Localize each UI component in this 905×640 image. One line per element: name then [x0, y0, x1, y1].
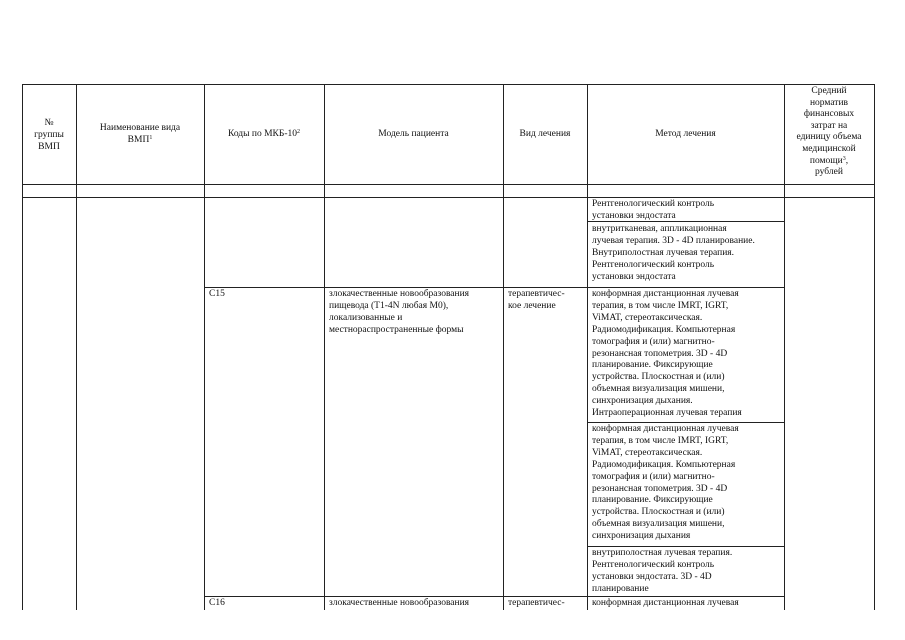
cell-line: терапевтичес-: [508, 289, 565, 299]
cell-line: Радиомодификация. Компьютерная: [592, 324, 736, 335]
cell-line: пищевода (T1-4N любая M0),: [329, 300, 449, 311]
header-col-model: Модель пациента: [378, 129, 449, 139]
header-col-type: Вид лечения: [519, 129, 571, 139]
spacer-row-border: [22, 197, 874, 198]
col-border: [587, 84, 588, 610]
cell-line: терапевтичес-: [508, 598, 565, 608]
footnote-mark: 2: [297, 129, 301, 135]
method-cell: [592, 548, 732, 596]
header-text: Средний: [811, 86, 847, 96]
cell-line: установки эндостата. 3D - 4D: [592, 571, 712, 582]
header-col-method: Метод лечения: [655, 129, 716, 139]
method-row-border: [587, 546, 784, 547]
footnote-mark: 3: [842, 155, 846, 162]
cell-line: синхронизация дыхания: [592, 531, 691, 542]
model-cell: [329, 289, 469, 337]
cell-line: Рентгенологический контроль: [592, 559, 715, 570]
header-col-no: [22, 118, 76, 154]
header-text: Коды по МКБ-10: [227, 129, 298, 139]
c16-row-border: [204, 596, 784, 597]
header-text: ,: [845, 155, 849, 166]
code-cell: C15: [209, 289, 225, 299]
cell-line: объемная визуализация мишени,: [592, 519, 725, 530]
cell-line: резонансная топометрия. 3D - 4D: [592, 348, 728, 359]
method-cell: [592, 598, 739, 610]
method-row-border: [587, 422, 784, 423]
col-border: [324, 84, 325, 610]
header-text: медицинской: [802, 143, 856, 154]
cell-line: установки эндостата: [592, 271, 676, 282]
header-text: единицу объема: [796, 132, 862, 143]
method-cell: [592, 424, 739, 543]
cell-line: местнораспространенные формы: [329, 324, 464, 335]
cell-line: установки эндостата: [592, 210, 676, 221]
header-text: ВМП: [38, 141, 60, 152]
cell-line: Рентгенологический контроль: [592, 259, 715, 270]
col-border: [76, 84, 77, 610]
header-text: ВМП: [127, 134, 150, 145]
cell-line: злокачественные новообразования: [329, 289, 470, 299]
type-cell: [508, 598, 565, 610]
header-text: помощи: [809, 155, 843, 166]
cell-line: внутритканевая, аппликационная: [592, 224, 727, 234]
c15-row-border: [204, 287, 784, 288]
model-cell: [329, 598, 469, 610]
col-border: [204, 84, 205, 610]
header-col-codes: [204, 129, 324, 141]
table-top-border: [22, 84, 874, 85]
header-text: группы: [34, 129, 64, 140]
header-col-name: [76, 123, 204, 147]
cell-line: терапия, в том числе IMRT, IGRT,: [592, 435, 729, 446]
cell-line: ViMAT, стереотаксическая.: [592, 312, 703, 323]
page-bottom-margin: [0, 610, 905, 640]
header-bottom-border: [22, 184, 874, 185]
header-text: финансовых: [803, 109, 855, 120]
cell-line: конформная дистанционная лучевая: [592, 424, 739, 434]
cell-line: Рентгенологический контроль: [592, 199, 715, 209]
header-text: затрат на: [810, 120, 848, 131]
cell-line: Внутриполостная лучевая терапия.: [592, 247, 735, 258]
method-cell: [592, 224, 755, 284]
cell-line: Радиомодификация. Компьютерная: [592, 459, 736, 470]
cell-line: Интраоперационная лучевая терапия: [592, 408, 742, 419]
cell-line: планирование. Фиксирующие: [592, 495, 713, 506]
col-border: [22, 84, 23, 610]
cell-line: кое лечение: [508, 300, 556, 311]
header-text: норматив: [809, 97, 849, 108]
header-text: Наименование вида: [99, 123, 181, 133]
cell-line: локализованные и: [329, 312, 403, 323]
type-cell: [508, 289, 565, 313]
header-col-cost: [784, 86, 874, 179]
col-border: [503, 84, 504, 610]
method-cell: [592, 289, 742, 420]
cell-line: устройства. Плоскостная и (или): [592, 372, 725, 383]
header-text: №: [44, 118, 54, 128]
cell-line: терапия, в том числе IMRT, IGRT,: [592, 300, 729, 311]
cell-line: злокачественные новообразования: [329, 598, 470, 608]
cell-line: планирование. Фиксирующие: [592, 360, 713, 371]
cell-line: томография и (или) магнитно-: [592, 336, 715, 347]
cell-line: лучевая терапия. 3D - 4D планирование.: [592, 235, 755, 246]
col-border: [874, 84, 875, 610]
cell-line: томография и (или) магнитно-: [592, 471, 715, 482]
code-cell: C16: [209, 598, 225, 608]
cell-line: внутриполостная лучевая терапия.: [592, 548, 733, 558]
cell-line: объемная визуализация мишени,: [592, 384, 725, 395]
cell-line: устройства. Плоскостная и (или): [592, 507, 725, 518]
cell-line: резонансная топометрия. 3D - 4D: [592, 483, 728, 494]
cell-line: конформная дистанционная лучевая: [592, 598, 739, 608]
cell-line: синхронизация дыхания.: [592, 396, 693, 407]
footnote-mark: 1: [149, 134, 153, 141]
cell-line: конформная дистанционная лучевая: [592, 289, 739, 299]
header-text: рублей: [815, 167, 843, 178]
method-cell: [592, 199, 714, 223]
cell-line: ViMAT, стереотаксическая.: [592, 447, 703, 458]
cell-line: планирование: [592, 583, 649, 594]
